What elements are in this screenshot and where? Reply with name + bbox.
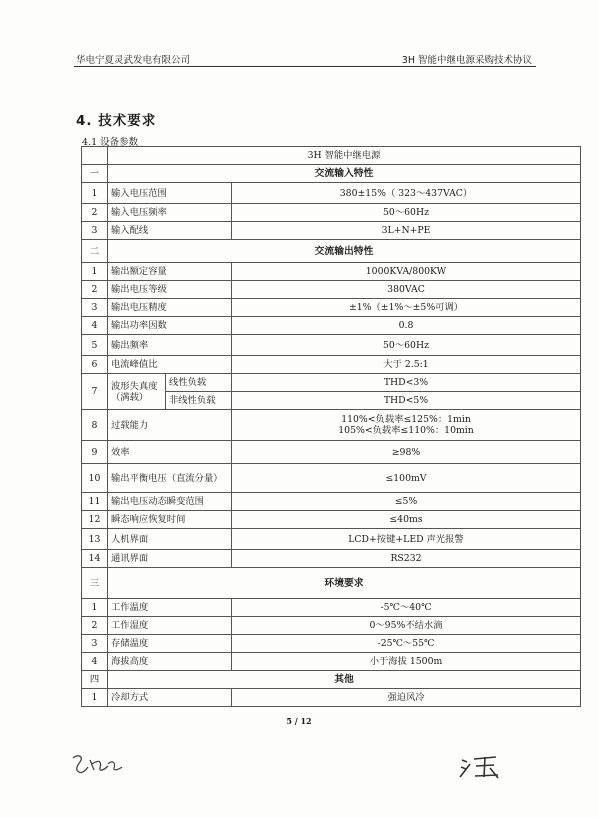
table-title: 3H 智能中继电源 [108,147,581,165]
row-value [232,410,581,441]
table-row [82,281,581,299]
table-row [82,550,581,568]
row-value: 380±15%（ 323～437VAC） [232,183,581,204]
row-number: 4 [82,653,108,671]
row-sublabel: 非线性负载 [166,392,232,410]
table-row [82,374,581,392]
row-value: ≤100mV [232,464,581,493]
row-value: 0.8 [232,317,581,335]
group-name: 环境要求 [108,568,581,599]
row-value: 50～60Hz [232,335,581,356]
row-label: 冷却方式 [108,689,232,707]
table-row [82,204,581,222]
row-number: 6 [82,356,108,374]
row-number: 14 [82,550,108,568]
row-value: 小于海拔 1500m [232,653,581,671]
table-row [82,317,581,335]
row-number: 13 [82,529,108,550]
row-label: 效率 [108,441,232,464]
row-value: ≥98% [232,441,581,464]
table-row [82,410,581,441]
row-number: 10 [82,464,108,493]
group-header-row [82,165,581,183]
header-document-title: 3H 智能中继电源采购技术协议 [401,55,532,66]
row-label: 输入配线 [108,222,232,240]
row-number: 8 [82,410,108,441]
row-number: 1 [82,689,108,707]
row-value: -25℃～55℃ [232,635,581,653]
row-number: 3 [82,635,108,653]
table-row [82,511,581,529]
group-header-row [82,240,581,263]
row-label: 工作温度 [108,599,232,617]
table-row [82,493,581,511]
row-label: 通讯界面 [108,550,232,568]
row-label: 输出功率因数 [108,317,232,335]
row-number: 2 [82,281,108,299]
group-name: 交流输出特性 [108,240,581,263]
group-header-row [82,568,581,599]
overload-value-1: 110%<负载率≤125%：1min [341,414,471,425]
row-number: 3 [82,299,108,317]
row-number: 1 [82,183,108,204]
row-label: 输入电压范围 [108,183,232,204]
row-label: 工作湿度 [108,617,232,635]
row-number: 3 [82,222,108,240]
page-number: 5 / 12 [286,716,312,726]
row-value: THD<3% [232,374,581,392]
row-value: 50～60Hz [232,204,581,222]
row-value: 1000KVA/800KW [232,263,581,281]
row-label: 过载能力 [108,410,232,441]
row-label: 输出平衡电压（直流分量） [108,464,232,493]
group-number: 三 [82,568,108,599]
row-value: THD<5% [232,392,581,410]
signature-right [458,750,508,782]
row-value: RS232 [232,550,581,568]
row-value: 0～95%不结水滴 [232,617,581,635]
spec-table [81,146,581,707]
row-label: 输出电压等级 [108,281,232,299]
overload-value-2: 105%<负载率≤110%：10min [338,425,474,436]
row-number: 9 [82,441,108,464]
row-value: ≤40ms [232,511,581,529]
row-number: 2 [82,204,108,222]
table-row [82,689,581,707]
table-row [82,529,581,550]
row-sublabel: 线性负载 [166,374,232,392]
header-rule [74,66,536,67]
group-number: 二 [82,240,108,263]
row-number: 12 [82,511,108,529]
table-title-row [82,147,581,165]
row-label: 输入电压频率 [108,204,232,222]
table-row [82,299,581,317]
row-label: 存储温度 [108,635,232,653]
row-label: 波形失真度（满载） [108,374,166,410]
group-name: 交流输入特性 [108,165,581,183]
group-number: 四 [82,671,108,689]
row-value: ±1%（±1%～±5%可调） [232,299,581,317]
row-number: 4 [82,317,108,335]
row-number: 2 [82,617,108,635]
table-title-num-cell [82,147,108,165]
row-number: 1 [82,263,108,281]
row-label: 输出电压动态瞬变范围 [108,493,232,511]
table-row [82,599,581,617]
row-label: 输出频率 [108,335,232,356]
row-value: 380VAC [232,281,581,299]
table-row [82,653,581,671]
row-label: 输出额定容量 [108,263,232,281]
row-number: 11 [82,493,108,511]
table-row [82,222,581,240]
row-value: 3L+N+PE [232,222,581,240]
row-label: 海拔高度 [108,653,232,671]
row-number: 7 [82,374,108,410]
row-value: 强迫风冷 [232,689,581,707]
group-number: 一 [82,165,108,183]
row-value: 大于 2.5:1 [232,356,581,374]
table-row [82,464,581,493]
table-row [82,441,581,464]
subsection-title: 4.1 设备参数 [82,137,139,148]
group-header-row [82,671,581,689]
row-value: LCD+按键+LED 声光报警 [232,529,581,550]
signature-left [68,748,128,780]
table-row [82,183,581,204]
table-row [82,635,581,653]
table-row [82,335,581,356]
row-value: ≤5% [232,493,581,511]
row-value: -5℃～40℃ [232,599,581,617]
table-row [82,356,581,374]
header-company: 华电宁夏灵武发电有限公司 [76,55,191,66]
row-label: 人机界面 [108,529,232,550]
row-number: 5 [82,335,108,356]
section-title: 4. 技术要求 [76,113,157,129]
row-label: 输出电压精度 [108,299,232,317]
group-name: 其他 [108,671,581,689]
row-label: 电流峰值比 [108,356,232,374]
table-row [82,617,581,635]
row-label: 瞬态响应恢复时间 [108,511,232,529]
row-number: 1 [82,599,108,617]
table-row [82,263,581,281]
